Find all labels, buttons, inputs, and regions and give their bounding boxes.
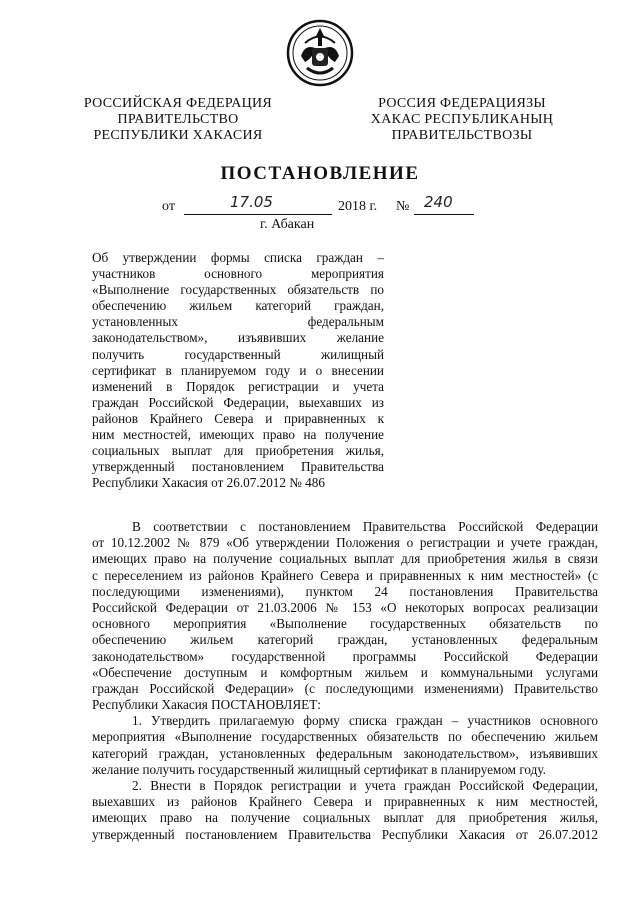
subject-line: утвержденный постановлением Правительства — [92, 459, 384, 475]
header-right-line: РОССИЯ ФЕДЕРАЦИЯЗЫ — [378, 96, 546, 111]
body-line: В соответствии с постановлением Правительства Российской Федерации — [132, 519, 598, 534]
city-name: г. Абакан — [260, 217, 315, 232]
coat-of-arms-emblem — [285, 18, 355, 88]
subject-line: Республики Хакасия от 26.07.2012 № 486 — [92, 475, 325, 491]
date-from-label: от — [162, 199, 175, 214]
body-line: категорий граждан, установленных федеральным законодательством», изъявивших — [92, 745, 598, 761]
body-line: основного мероприятия «Выполнение государственных обязательств по — [92, 616, 598, 632]
subject-line: Об утверждении формы списка граждан – — [92, 250, 384, 265]
body-line: обеспечению жильем категорий граждан, установленных федеральным — [92, 632, 598, 648]
body-line: последующими изменениями), пунктом 24 постановления Правительства — [92, 583, 598, 599]
body-line: выехавших из районов Крайнего Севера и приравненных к ним местностей, — [92, 794, 598, 810]
subject-line: участников основного мероприятия — [92, 266, 384, 282]
header-left — [78, 96, 278, 144]
subject-line: обеспечению жильем категорий граждан, — [92, 298, 384, 314]
subject-line: установленных федеральным — [92, 314, 384, 330]
body-line: желание получить государственный жилищный сертификат в планируемом году. — [92, 761, 546, 777]
subject-line: изменений в Порядок регистрации и учета — [92, 378, 384, 394]
header-left-line: ПРАВИТЕЛЬСТВО — [117, 112, 239, 127]
subject-line: ним местностей, имеющих право на получение — [92, 427, 384, 443]
subject-line: законодательством», изъявивших желание — [92, 330, 384, 346]
body-line: Российской Федерации от 21.03.2006 № 153 «О некоторых вопросах реализации — [92, 599, 598, 615]
body-line: граждан Российской Федерации» (с последующими изменениями) Правительство — [92, 680, 598, 696]
number-label: № — [396, 199, 410, 214]
body-line: от 10.12.2002 № 879 «Об утверждении Положения о регистрации и учете граждан, — [92, 535, 598, 551]
body-line: Республики Хакасия ПОСТАНОВЛЯЕТ: — [92, 697, 321, 713]
date-underline — [184, 214, 332, 215]
body-line: «Обеспечение доступным и комфортным жильем и коммунальными услугами — [92, 664, 598, 680]
body-line: 2. Внести в Порядок регистрации и учета граждан Российской Федерации, — [132, 778, 598, 793]
body-line: законодательством» государственной программы Российской Федерации — [92, 648, 598, 664]
body-line: имеющих право на получение социальных выплат для приобретения жилья, — [92, 810, 598, 826]
body-line: утвержденный постановлением Правительства Республики Хакасия от 26.07.2012 — [92, 826, 598, 842]
body-line: 1. Утвердить прилагаемую форму списка граждан – участников основного — [132, 713, 598, 729]
header-left-line: РОССИЙСКАЯ ФЕДЕРАЦИЯ — [83, 96, 273, 111]
document-body — [92, 519, 598, 843]
body-line: с переселением из районов Крайнего Севера и приравненных к ним местностей» (с — [92, 567, 598, 583]
document-subject — [92, 250, 384, 491]
header-left-line: РЕСПУБЛИКИ ХАКАСИЯ — [93, 128, 263, 143]
number-underline — [414, 214, 474, 215]
body-line: имеющих право на получение социальных выплат для приобретения жилья в связи — [92, 551, 598, 567]
subject-line: социальных выплат для приобретения жилья, — [92, 443, 384, 459]
subject-line: получить государственный жилищный — [92, 346, 384, 362]
subject-line: «Выполнение государственных обязательств по — [92, 282, 384, 298]
date-year: 2018 г. — [338, 199, 378, 214]
header-right-line: ПРАВИТЕЛЬСТВОЗЫ — [391, 128, 533, 143]
header-right — [362, 96, 562, 144]
handwritten-date: 17.05 — [230, 193, 273, 211]
subject-line: районов Крайнего Севера и приравненных к — [92, 410, 384, 426]
header-right-line: ХАКАС РЕСПУБЛИКАНЫҢ — [370, 112, 554, 127]
body-line: мероприятия «Выполнение государственных обязательств по обеспечению жильем — [92, 729, 598, 745]
document-title: ПОСТАНОВЛЕНИЕ — [220, 163, 420, 184]
subject-line: сертификат в планируемом году и о внесении — [92, 362, 384, 378]
subject-line: граждан Российской Федерации, выехавших из — [92, 394, 384, 410]
handwritten-number: 240 — [424, 193, 453, 211]
